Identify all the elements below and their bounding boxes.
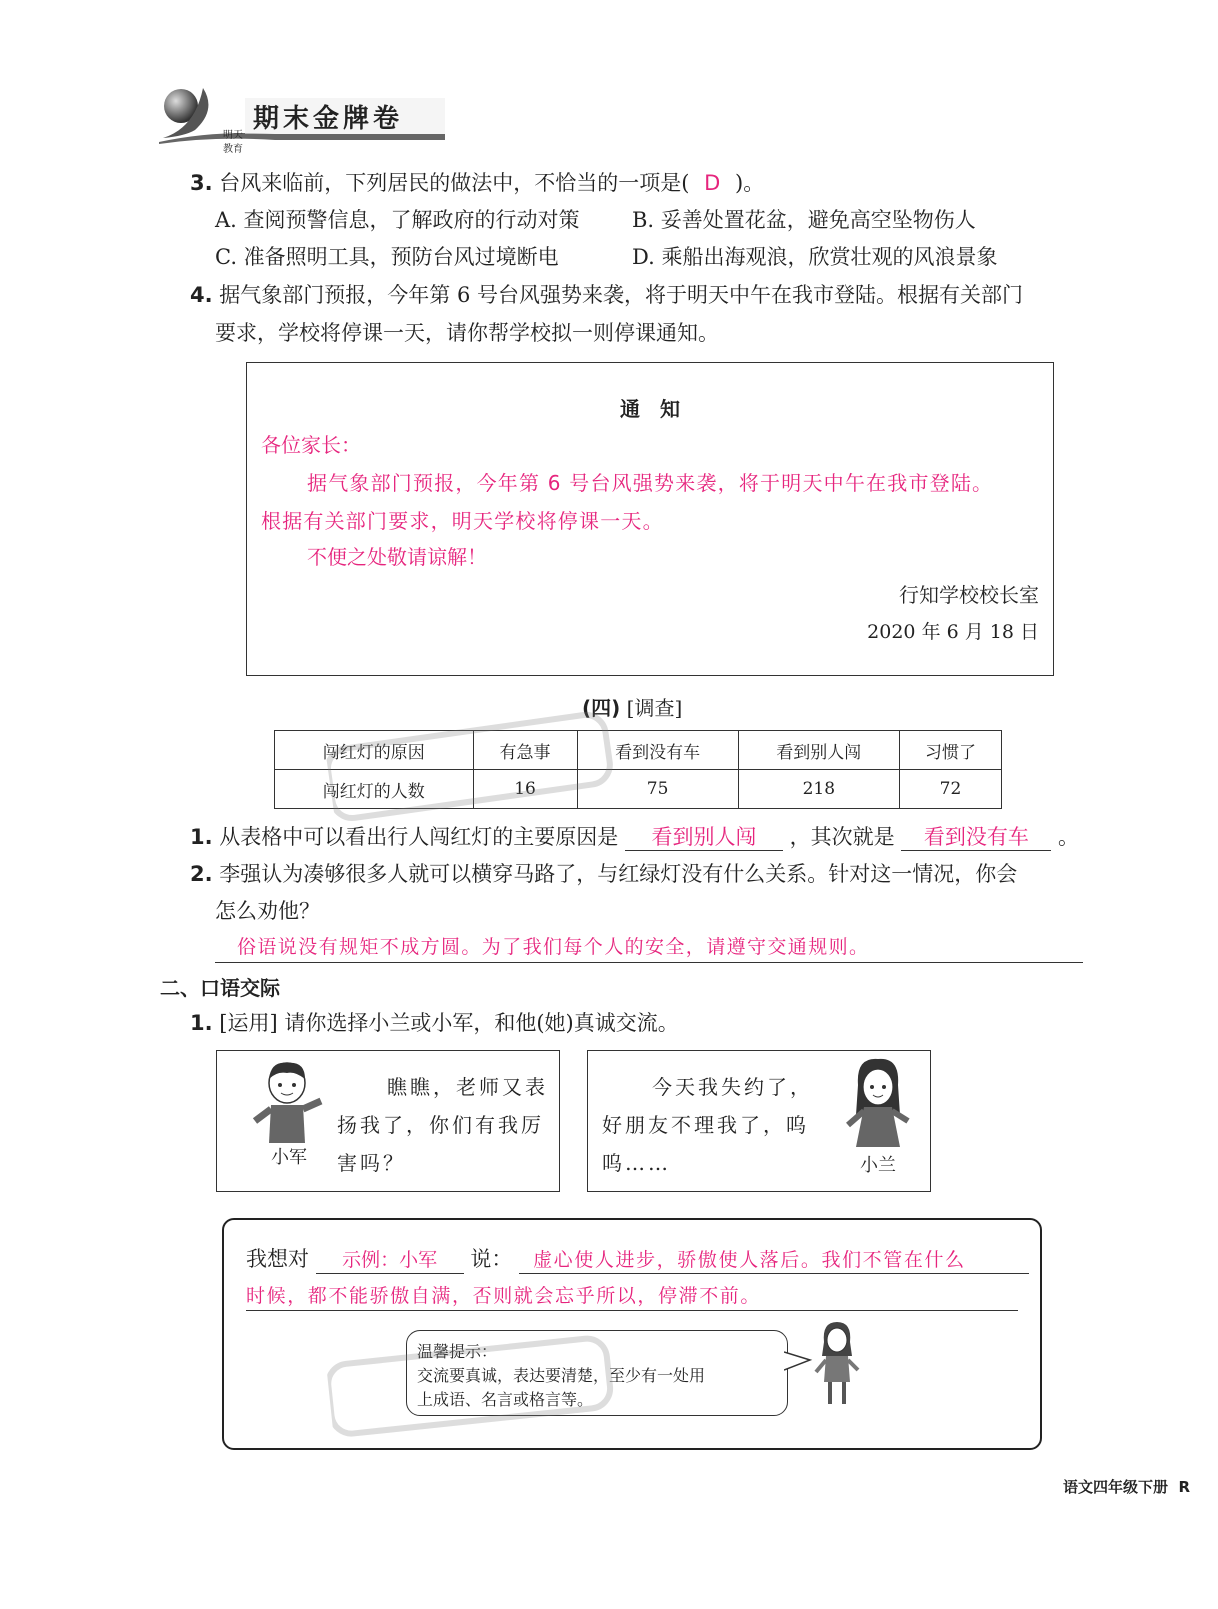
dialog-line-3: 害吗？ [337, 1151, 406, 1175]
survey-answer-2: 俗语说没有规矩不成方圆。为了我们每个人的安全，请遵守交通规则。 [215, 932, 1083, 963]
option-d: D. 乘船出海观浪，欣赏壮观的风浪景象 [632, 245, 998, 269]
table-cell: 218 [738, 770, 899, 809]
dialog-line-1: 瞧瞧，老师又表 [387, 1075, 548, 1099]
logo-text-top: 明天 [223, 130, 243, 141]
notice-title: 通 知 [620, 397, 680, 421]
part-2-question-1 [190, 1008, 679, 1038]
reply-answer-2: 时候，都不能骄傲自满，否则就会忘乎所以，停滞不前。 [246, 1282, 1018, 1311]
reply-say: 说： [470, 1247, 513, 1271]
question-number: 1. [190, 1011, 213, 1035]
table-header-cell: 看到没有车 [577, 731, 738, 770]
tip-line-1: 交流要真诚，表达要清楚，至少有一处用 [417, 1366, 706, 1385]
reply-answer-1: 虚心使人进步，骄傲使人落后。我们不管在什么 [519, 1247, 1029, 1274]
answer-blank-2: 看到没有车 [901, 824, 1051, 851]
question-text: 从表格中可以看出行人闯红灯的主要原因是 [219, 825, 619, 849]
answer-choice: D [704, 171, 721, 195]
logo-text-bottom: 教育 [223, 144, 243, 155]
question-stem: 台风来临前，下列居民的做法中，不恰当的一项是( [219, 171, 690, 195]
question-4-line1 [190, 280, 1023, 310]
table-header-cell: 习惯了 [899, 731, 1001, 770]
section-label: (四) [582, 696, 621, 720]
teacher-illustration [812, 1320, 862, 1410]
question-tag: [运用] [219, 1011, 278, 1035]
dialog-box-xiaolan [587, 1050, 931, 1192]
question-number: 1. [190, 825, 213, 849]
section-tag: [调查] [626, 696, 683, 720]
notice-body-1: 据气象部门预报，今年第 6 号台风强势来袭，将于明天中午在我市登陆。 [307, 471, 994, 495]
table-cell: 16 [473, 770, 577, 809]
option-b: B. 妥善处置花盆，避免高空坠物伤人 [632, 208, 976, 232]
question-text: 据气象部门预报，今年第 6 号台风强势来袭，将于明天中午在我市登陆。根据有关部门 [219, 283, 1023, 307]
character-name-xiaolan: 小兰 [860, 1155, 896, 1176]
footer-text: 语文四年级下册 R [1063, 1478, 1190, 1496]
girl-illustration [840, 1055, 916, 1165]
table-cell: 75 [577, 770, 738, 809]
notice-body-2: 根据有关部门要求，明天学校将停课一天。 [261, 509, 664, 533]
question-number: 3. [190, 171, 213, 195]
dialog-line-2: 扬我了，你们有我厉 [337, 1113, 544, 1137]
question-stem-end: )。 [735, 171, 765, 195]
option-c: C. 准备照明工具，预防台风过境断电 [215, 245, 559, 269]
character-name-xiaojun: 小军 [271, 1147, 307, 1168]
survey-question-2-line2: 怎么劝他？ [215, 899, 320, 923]
tip-title: 温馨提示： [417, 1342, 498, 1361]
dialog-line-1: 今天我失约了， [652, 1075, 813, 1099]
question-3 [190, 168, 764, 198]
question-number: 2. [190, 862, 213, 886]
part-2-title: 二、口语交际 [160, 976, 280, 1000]
question-4-line2: 要求，学校将停课一天，请你帮学校拟一则停课通知。 [215, 321, 719, 345]
question-text: 请你选择小兰或小军，和他(她)真诚交流。 [284, 1011, 679, 1035]
option-a: A. 查阅预警信息，了解政府的行动对策 [215, 208, 580, 232]
watermark-shape-top [324, 700, 634, 831]
dialog-box-xiaojun [216, 1050, 560, 1192]
reply-line-1 [246, 1244, 1029, 1274]
notice-signature: 行知学校校长室 [899, 583, 1039, 607]
table-cell: 72 [899, 770, 1001, 809]
question-text: 李强认为凑够很多人就可以横穿马路了，与红绿灯没有什么关系。针对这一情况，你会 [219, 862, 1018, 886]
notice-date: 2020 年 6 月 18 日 [867, 621, 1039, 643]
survey-question-1 [190, 822, 1079, 852]
header-title: 期末金牌卷 [253, 104, 404, 134]
answer-blank-1: 看到别人闯 [625, 824, 783, 851]
question-number: 4. [190, 283, 213, 307]
table-cell: 闯红灯的人数 [275, 770, 474, 809]
reply-prefix: 我想对 [246, 1247, 309, 1271]
header-logo [155, 78, 455, 158]
notice-box [246, 362, 1054, 676]
table-header-cell: 有急事 [473, 731, 577, 770]
reply-target-blank: 示例：小军 [316, 1247, 464, 1274]
notice-salutation: 各位家长： [261, 433, 361, 457]
question-text: ，其次就是 [789, 825, 895, 849]
survey-question-2-line1 [190, 859, 1017, 889]
question-text: 。 [1058, 825, 1080, 849]
table-header-cell: 看到别人闯 [738, 731, 899, 770]
dialog-line-3: 呜…… [602, 1151, 671, 1175]
notice-body-3: 不便之处敬请谅解！ [307, 545, 487, 569]
dialog-line-2: 好朋友不理我了，呜 [602, 1113, 809, 1137]
table-header-cell: 闯红灯的原因 [275, 731, 474, 770]
tip-bubble-tail [784, 1348, 814, 1378]
tip-line-2: 上成语、名言或格言等。 [417, 1390, 594, 1409]
